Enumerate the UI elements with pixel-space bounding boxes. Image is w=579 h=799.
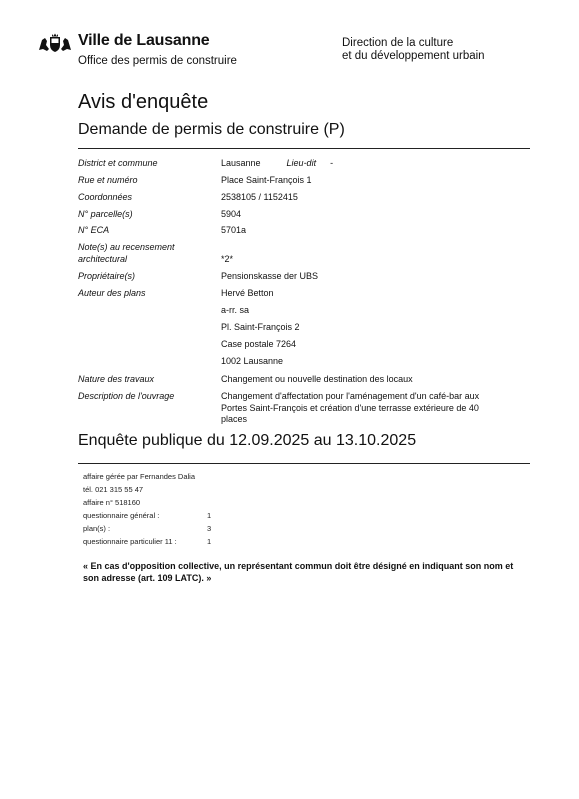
- label-rue: Rue et numéro: [78, 175, 138, 185]
- lieudit-value: -: [330, 158, 334, 168]
- q-general-value: 1: [207, 511, 212, 520]
- q-part-value: 1: [207, 537, 212, 546]
- plans-label: plan(s) :: [83, 524, 111, 533]
- label-lieudit: Lieu-dit: [286, 158, 317, 168]
- opposition-note: « En cas d'opposition collective, un représentant commun doit être désigné en indiquant son nom et son adresse (art. 109 LATC). »: [83, 561, 514, 583]
- district-value: Lausanne: [221, 158, 261, 168]
- value-desc-2: Portes Saint-François et création d'une terrasse extérieure de 40: [221, 403, 479, 413]
- meta-affaire: affaire n° 518160: [83, 498, 141, 507]
- value-desc-1: Changement d'affectation pour l'aménagement d'un café-bar aux: [221, 391, 480, 401]
- plans-value: 3: [207, 524, 212, 533]
- label-auteur: Auteur des plans: [78, 288, 146, 298]
- department-line-1: Direction de la culture: [342, 37, 454, 49]
- value-nature: Changement ou nouvelle destination des locaux: [221, 374, 413, 384]
- page-subtitle: Demande de permis de construire (P): [78, 121, 345, 138]
- label-proprio: Propriétaire(s): [78, 271, 136, 281]
- value-rue: Place Saint-François 1: [221, 175, 312, 185]
- meta-gere-par: affaire gérée par Fernandes Dalia: [83, 472, 196, 481]
- value-auteur-4: Case postale 7264: [221, 339, 297, 349]
- value-auteur-1: Hervé Betton: [221, 288, 274, 298]
- value-proprio: Pensionskasse der UBS: [221, 271, 319, 281]
- value-eca: 5701a: [221, 225, 247, 235]
- value-auteur-3: Pl. Saint-François 2: [221, 322, 300, 332]
- divider-bottom: [78, 463, 530, 464]
- label-nature: Nature des travaux: [78, 374, 155, 384]
- department: [342, 37, 485, 63]
- city-crest-icon: [36, 32, 74, 54]
- label-district: District et commune: [78, 158, 158, 168]
- value-parcelle: 5904: [221, 209, 242, 219]
- header-logo: [36, 32, 237, 68]
- page-title: Avis d'enquête: [78, 91, 209, 113]
- office-name: Office des permis de construire: [78, 55, 237, 67]
- value-note: *2*: [221, 254, 234, 264]
- value-coord: 2538105 / 1152415: [221, 192, 298, 202]
- q-part-label: questionnaire particulier 11 :: [83, 537, 177, 546]
- value-auteur-2: a-rr. sa: [221, 305, 250, 315]
- meta-tel: tél. 021 315 55 47: [83, 485, 144, 494]
- org-name: Ville de Lausanne: [78, 32, 210, 49]
- value-auteur-5: 1002 Lausanne: [221, 356, 284, 366]
- label-desc: Description de l'ouvrage: [78, 391, 175, 401]
- value-desc-3: places: [221, 414, 248, 424]
- label-note-1: Note(s) au recensement: [78, 242, 175, 252]
- label-parcelle: N° parcelle(s): [78, 209, 133, 219]
- meta-plans: [83, 524, 211, 537]
- q-general-label: questionnaire général :: [83, 511, 160, 520]
- label-coord: Coordonnées: [78, 192, 133, 202]
- value-district: [221, 158, 521, 169]
- enquete-dates: Enquête publique du 12.09.2025 au 13.10.2025: [78, 432, 417, 449]
- label-note-2: architectural: [78, 254, 128, 264]
- department-line-2: et du développement urbain: [342, 50, 485, 62]
- meta-q-particulier: [83, 537, 211, 550]
- divider-top: [78, 148, 530, 149]
- case-metadata: [83, 472, 211, 550]
- meta-q-general: [83, 511, 211, 524]
- label-eca: N° ECA: [78, 225, 110, 235]
